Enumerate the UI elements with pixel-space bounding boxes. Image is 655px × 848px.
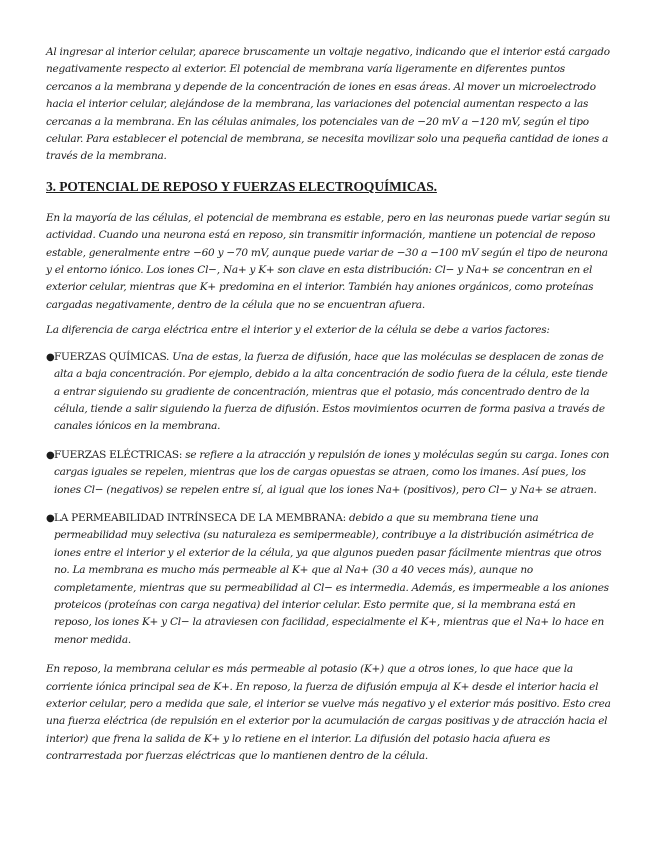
- section-heading: 3. POTENCIAL DE REPOSO Y FUERZAS ELECTROQUÍMICAS.: [46, 178, 437, 194]
- intro-paragraph: Al ingresar al interior celular, aparece bruscamente un voltaje negativo, indicando que el interior está cargado negativamente respecto al exterior. El potencial de membrana varía ligeramente en diferentes puntos cercanos a la membrana y depende de la concentración de iones en esas áreas. Al mover un microelectrodo hacia el interior celular, alejándose de la membrana, las variaciones del potencial aumentan respecto a las cercanas a la membrana. En las células animales, los potenciales van de −20 mV a −120 mV, según el tipo celular. Para establecer el potencial de membrana, se necesita movilizar solo una pequeña cantidad de iones a través de la membrana.: [46, 46, 610, 163]
- bullet-text: debido a que su membrana tiene una permeabilidad muy selectiva (su naturaleza es semipermeable), contribuye a la distribución asimétrica de iones entre el interior y el exterior de la célula, ya que algunos pueden pasar fácilmente mientras que otros no. La membrana es mucho más permeable al K+ que al Na+ (30 a 40 veces más), aunque no completamente, mientras que su permeabilidad al Cl− es intermedia. Además, es impermeable a los aniones proteicos (proteínas con carga negativa) del interior celular. Esto permite que, si la membrana está en reposo, los iones K+ y Cl− la atraviesen con facilidad, especialmente el K+, mientras que el Na+ lo hace en menor medida.: [54, 511, 609, 646]
- paragraph-potassium-resting: En reposo, la membrana celular es más permeable al potasio (K+) que a otros iones, lo que hace que la corriente iónica principal sea de K+. En reposo, la fuerza de difusión empuja al K+ desde el interior hacia el exterior celular, pero a medida que sale, el interior se vuelve más negativo y el exterior más positivo. Esto crea una fuerza eléctrica (de repulsión en el exterior por la acumulación de cargas positivas y de atracción hacia el interior) que frena la salida de K+ y lo retiene en el interior. La difusión del potasio hacia afuera es contrarrestada por fuerzas eléctricas que lo mantienen dentro de la célula.: [46, 663, 611, 763]
- bullet-marker: ●: [46, 512, 55, 524]
- bullet-text: se refiere a la atracción y repulsión de iones y moléculas según su carga. Iones con cargas iguales se repelen, mientras que los de cargas opuestas se atraen, como los imanes. Así pues, los iones Cl− (negativos) se repelen entre sí, al igual que los iones Na+ (positivos), pero Cl− y Na+ se atraen.: [54, 448, 610, 496]
- bullet-marker: ●: [46, 449, 55, 461]
- bullet-marker: ●: [46, 351, 55, 363]
- bullet-lead: FUERZAS ELÉCTRICAS:: [54, 448, 183, 461]
- bullet-lead: FUERZAS QUÍMICAS.: [54, 350, 170, 363]
- bullet-lead: LA PERMEABILIDAD INTRÍNSECA DE LA MEMBRANA:: [54, 511, 346, 524]
- document-page: [46, 44, 611, 766]
- bullet-electrical-forces: [46, 447, 611, 499]
- paragraph-resting-potential: En la mayoría de las células, el potencial de membrana es estable, pero en las neuronas puede variar según su actividad. Cuando una neurona está en reposo, sin transmitir información, mantiene un potencial de reposo estable, generalmente entre −60 y −70 mV, aunque puede variar de −30 a −100 mV según el tipo de neurona y el entorno iónico. Los iones Cl−, Na+ y K+ son clave en esta distribución: Cl− y Na+ se concentran en el exterior celular, mientras que K+ predomina en el interior. También hay aniones orgánicos, como proteínas cargadas negativamente, dentro de la célula que no se encuentran afuera.: [46, 211, 611, 311]
- bullet-text: Una de estas, la fuerza de difusión, hace que las moléculas se desplacen de zonas de alta a baja concentración. Por ejemplo, debido a la alta concentración de sodio fuera de la célula, este tiende a entrar siguiendo su gradiente de concentración, mientras que el potasio, más concentrado dentro de la célula, tiende a salir siguiendo la fuerza de difusión. Estos movimientos ocurren de forma pasiva a través de canales iónicos en la membrana.: [54, 350, 608, 433]
- paragraph-factors-intro: La diferencia de carga eléctrica entre el interior y el exterior de la célula se debe a varios factores:: [46, 324, 550, 337]
- bullet-chemical-forces: [46, 349, 611, 436]
- bullet-membrane-permeability: [46, 510, 611, 649]
